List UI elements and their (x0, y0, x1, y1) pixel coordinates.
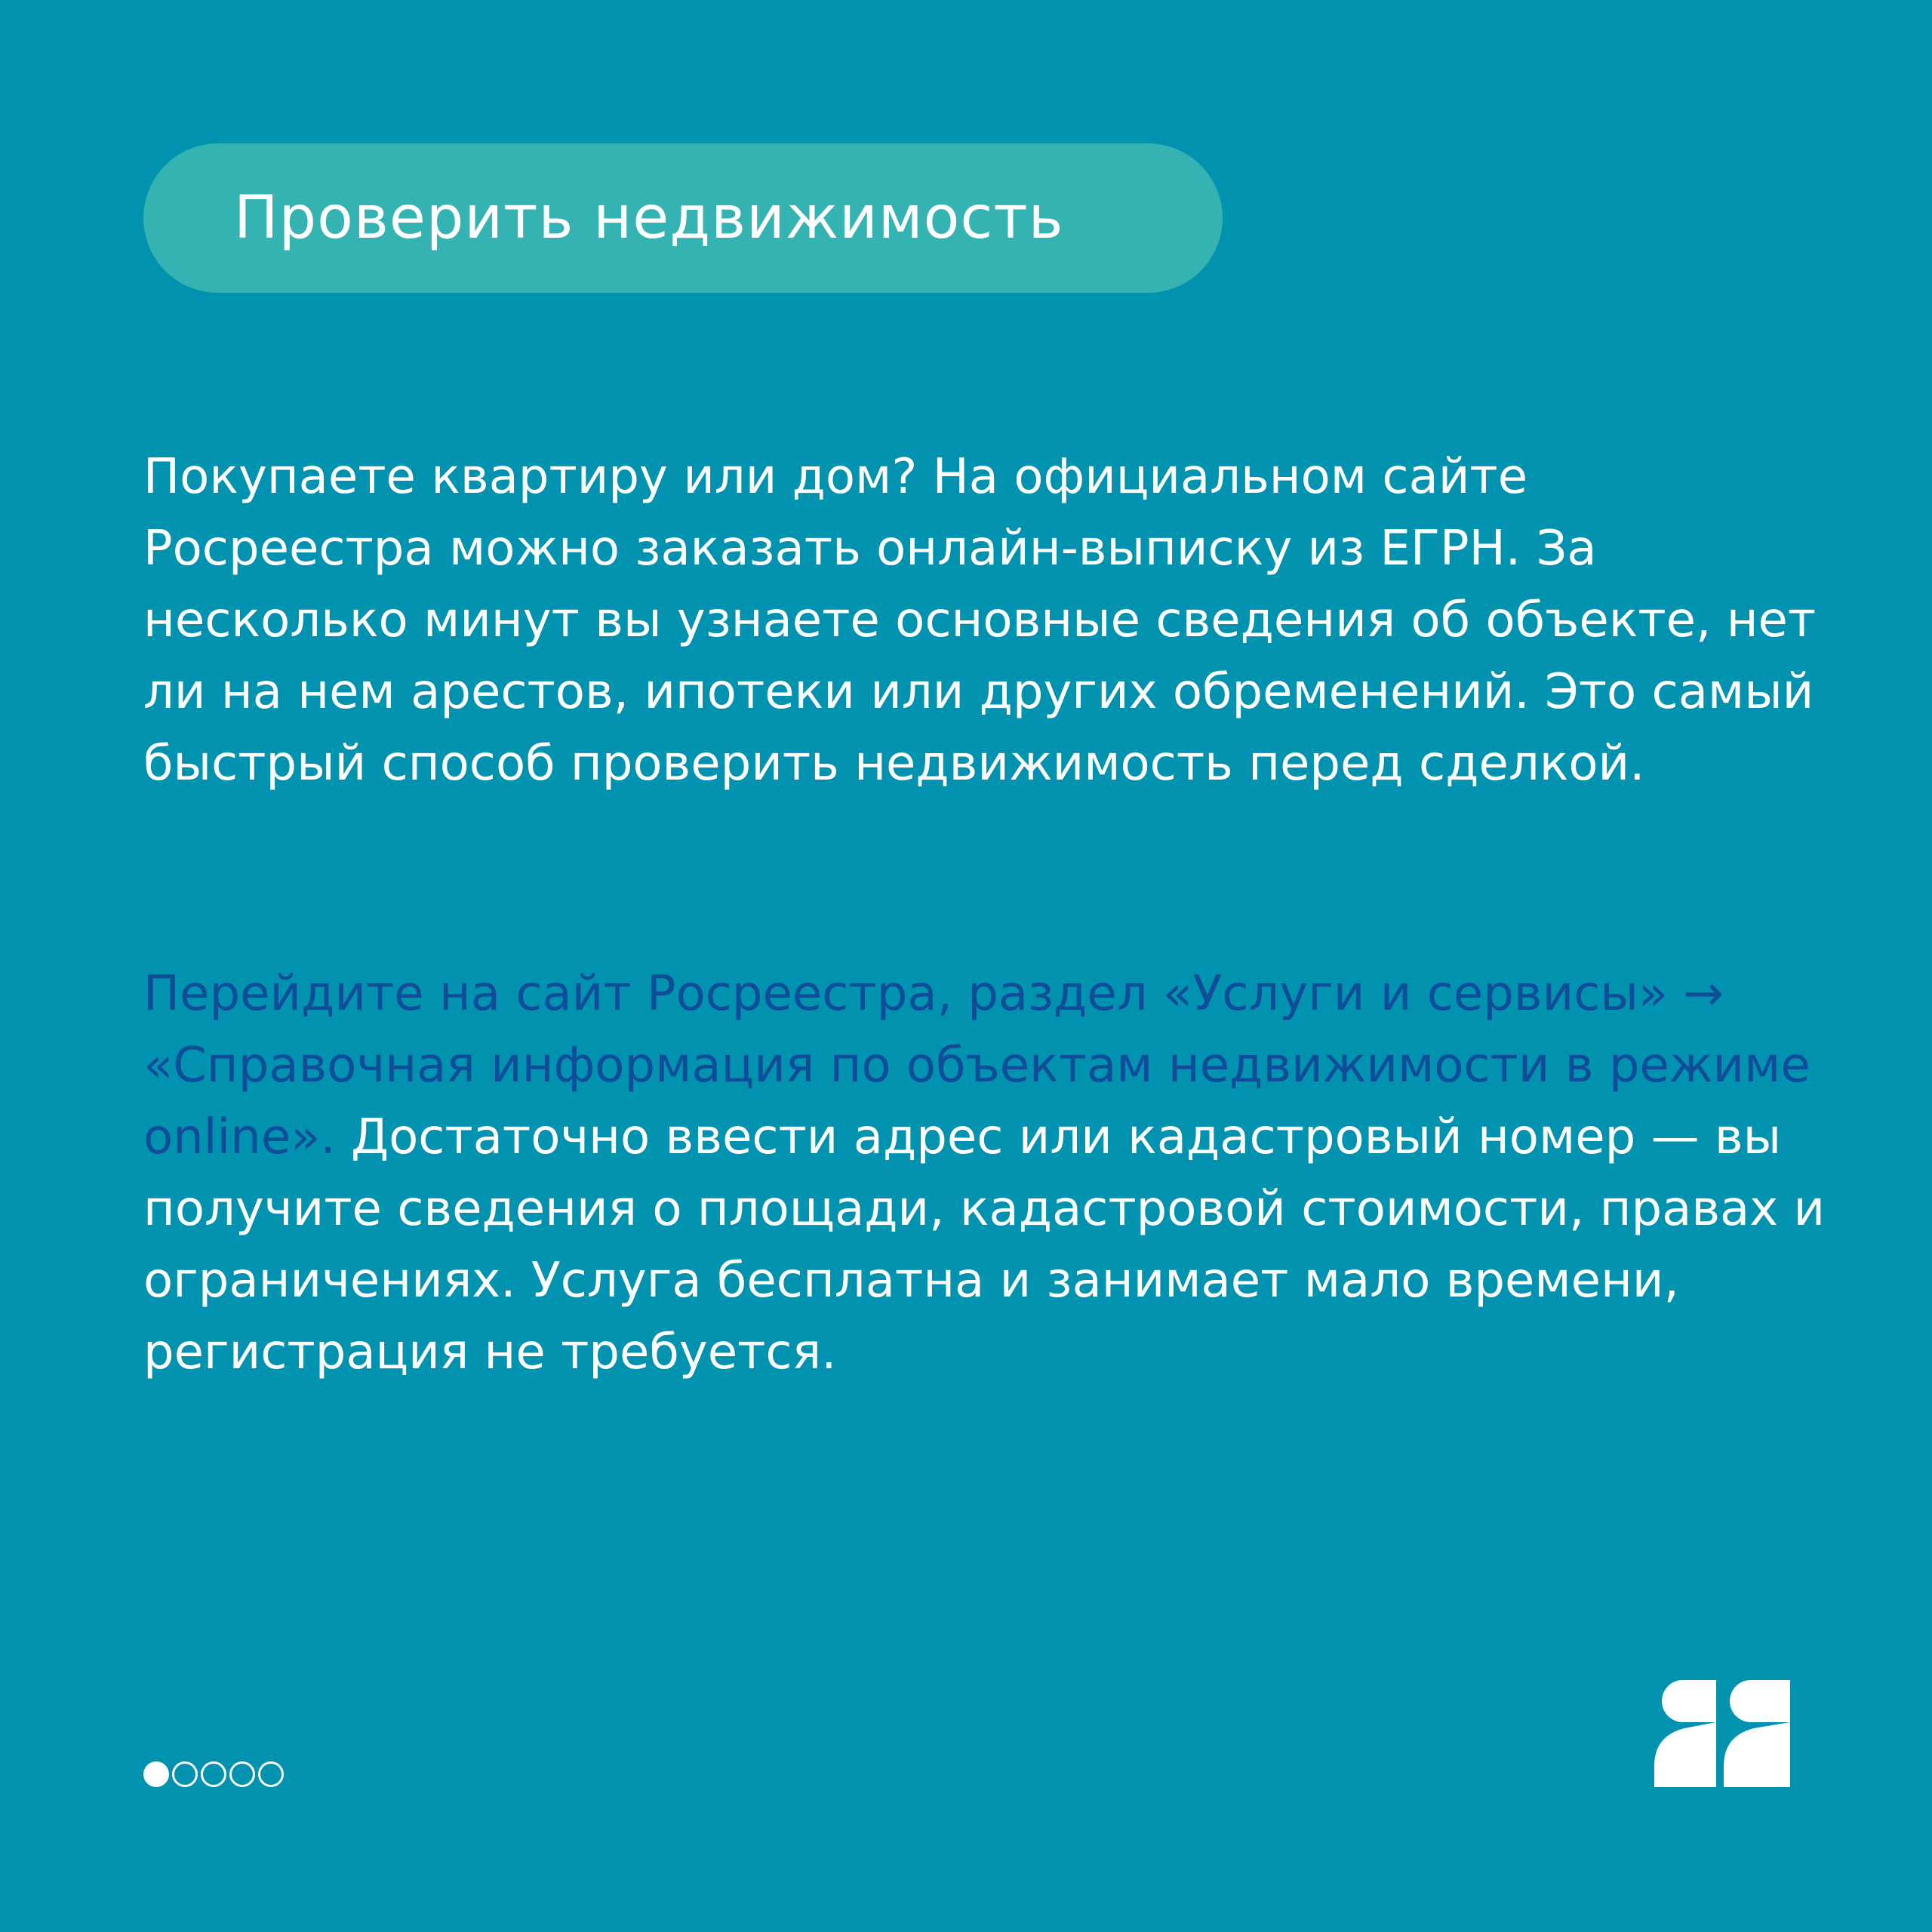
instructions-paragraph (143, 958, 1826, 1389)
pagination-dots (143, 1761, 284, 1787)
pagination-dot[interactable] (229, 1761, 255, 1787)
rosreestr-service-link[interactable]: Перейдите на сайт Росреестра, раздел «Услуги и сервисы» → «Справочная информация по объектам недвижимости в режиме online». (143, 966, 1810, 1165)
pagination-dot[interactable] (258, 1761, 284, 1787)
title-pill (143, 143, 1223, 293)
pagination-dot[interactable] (143, 1761, 169, 1787)
pagination-dot[interactable] (172, 1761, 198, 1787)
page-title: Проверить недвижимость (234, 184, 1064, 252)
pagination-dot[interactable] (201, 1761, 226, 1787)
intro-paragraph: Покупаете квартиру или дом? На официальном сайте Росреестра можно заказать онлайн-выписку из ЕГРН. За несколько минут вы узнаете основные сведения об объекте, нет ли на нем арестов, ипотеки или других обременений. Это самый быстрый способ проверить недвижимость перед сделкой. (143, 449, 1817, 792)
instructions-text: Достаточно ввести адрес или кадастровый номер — вы получите сведения о площади, кадастровой стоимости, правах и ограничениях. Услуга бесплатна и занимает мало времени, регистрация не требуется. (143, 1109, 1826, 1380)
double-ya-logo-icon (1654, 1675, 1790, 1787)
